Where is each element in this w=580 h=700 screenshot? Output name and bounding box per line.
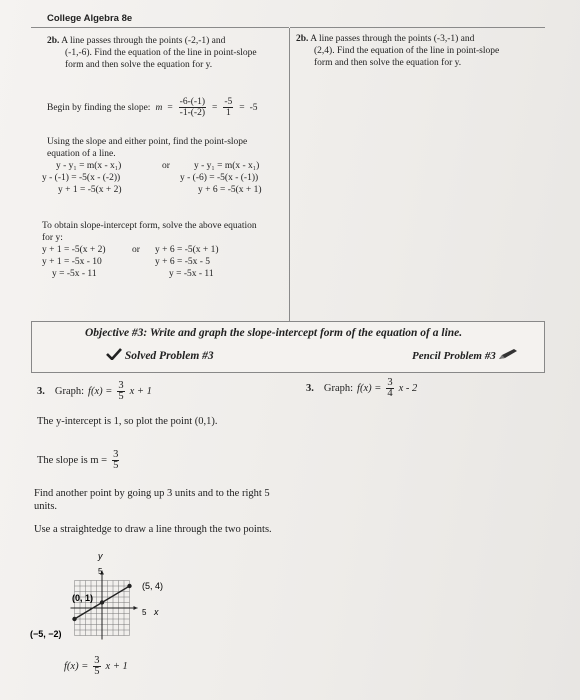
slope-intercept-intro: To obtain slope-intercept form, solve the above equation for y: — [42, 221, 257, 243]
graph-point — [127, 584, 131, 588]
checkmark-icon — [106, 348, 122, 360]
point-slope-intro: Using the slope and either point, find the point-slope equation of a line. — [47, 137, 248, 159]
objective-box — [31, 321, 545, 373]
objective-title: Objective #3: Write and graph the slope-intercept form of the equation of a line. — [85, 327, 463, 339]
equation-step: y + 1 = -5(x + 2) — [42, 245, 106, 255]
function-name: f(x) = — [357, 383, 382, 394]
slope-calculation: Begin by finding the slope: m = $\frac{-6-(-1)}{-1-(-2)}$ = $\frac{-5}{1}$ = -5 — [47, 97, 258, 118]
equation-step: y - y₁ = m(x - x₁) — [194, 161, 260, 171]
solved-problem-statement — [37, 381, 152, 402]
y-axis-label: y — [98, 551, 103, 561]
x-axis-label: x — [154, 607, 159, 617]
equation-step: y - (-1) = -5(x - (-2)) — [42, 173, 121, 183]
y-tick-label: 5 — [98, 567, 103, 576]
graph-word: Graph: — [323, 383, 354, 394]
equation-step: y = -5x - 11 — [52, 269, 97, 279]
equation-step: y + 6 = -5(x + 1) — [155, 245, 219, 255]
slope-intercept-steps-a — [42, 244, 142, 280]
equation-step: y + 1 = -5x - 10 — [42, 257, 102, 267]
caption-fraction: $\frac{3}{5}$ — [94, 655, 100, 677]
point-b-label: (5, 4) — [142, 581, 164, 591]
point-slope-steps-b — [180, 160, 290, 196]
problem-number: 2b. — [47, 36, 60, 46]
slope-statement: The slope is m = $\frac{3}{5}$ — [37, 449, 119, 471]
slope-intro: Begin by finding the slope: — [47, 102, 151, 113]
graph-caption: f(x) = $\frac{3}{5}$ x + 1 — [64, 655, 128, 677]
or-label: or — [162, 161, 170, 171]
graph-point — [100, 600, 104, 604]
problem-number: 2b. — [296, 34, 309, 44]
slope-intercept-steps-b — [155, 244, 265, 280]
left-problem-prompt — [47, 35, 287, 71]
equation-step: y - (-6) = -5(x - (-1)) — [180, 173, 259, 183]
prompt-line: A line passes through the points (-2,-1) and — [61, 36, 226, 46]
equation-step: y - y₁ = m(x - x₁) — [56, 161, 122, 171]
slope-fraction: $\frac{3}{4}$ — [387, 377, 393, 399]
point-c-label: (−5, −2) — [30, 629, 62, 639]
graph-point — [72, 617, 76, 621]
x-axis-arrow — [134, 606, 138, 610]
function-name: f(x) = — [88, 386, 113, 397]
equation-step: y + 6 = -5x - 5 — [155, 257, 211, 267]
problem-number: 3. — [37, 386, 45, 397]
slope-fraction: $\frac{3}{5}$ — [113, 449, 119, 471]
intercept-text: The y-intercept is 1, so plot the point (0,1). — [37, 416, 218, 427]
pencil-icon — [498, 348, 518, 360]
equation-step: y + 6 = -5(x + 1) — [198, 185, 262, 195]
right-top-rule — [290, 27, 545, 28]
slope-fraction: $\frac{-6-(-1)}{-1-(-2)}$ — [179, 97, 205, 118]
equation-step: y + 1 = -5(x + 2) — [58, 185, 122, 195]
or-label: or — [132, 245, 140, 255]
function-tail: x - 2 — [398, 383, 418, 394]
pencil-problem-label: Pencil Problem #3 — [412, 348, 518, 362]
point-slope-steps-a — [42, 160, 162, 196]
slope-fraction: $\frac{3}{5}$ — [118, 380, 124, 402]
prompt-line: (-1,-6). Find the equation of the line in point-slope — [65, 48, 257, 58]
slope-fraction-simplified: $\frac{-5}{1}$ — [224, 97, 233, 118]
point-a-label: (0, 1) — [72, 593, 94, 603]
left-top-rule — [31, 27, 289, 28]
straightedge-text: Use a straightedge to draw a line through the two points. — [34, 524, 272, 535]
prompt-line: (2,4). Find the equation of the line in point-slope — [314, 46, 500, 56]
graph-axes — [71, 571, 138, 640]
equation-step: y = -5x - 11 — [169, 269, 214, 279]
slope-variable: m — [155, 102, 163, 113]
prompt-line: form and then solve the equation for y. — [314, 58, 462, 68]
slope-result: -5 — [249, 102, 258, 113]
prompt-line: A line passes through the points (-3,-1) and — [310, 34, 475, 44]
problem-number: 3. — [306, 383, 314, 394]
right-problem-prompt — [296, 33, 546, 69]
x-tick-label: 5 — [142, 608, 147, 617]
pencil-problem-statement — [306, 378, 417, 399]
book-title: College Algebra 8e — [47, 13, 133, 24]
find-point-text: Find another point by going up 3 units and to the right 5 units. — [34, 488, 270, 512]
prompt-line: form and then solve the equation for y. — [65, 60, 213, 70]
graph-word: Graph: — [54, 386, 85, 397]
function-tail: x + 1 — [129, 386, 152, 397]
coordinate-graph — [30, 545, 190, 655]
solved-problem-label: Solved Problem #3 — [106, 348, 214, 362]
